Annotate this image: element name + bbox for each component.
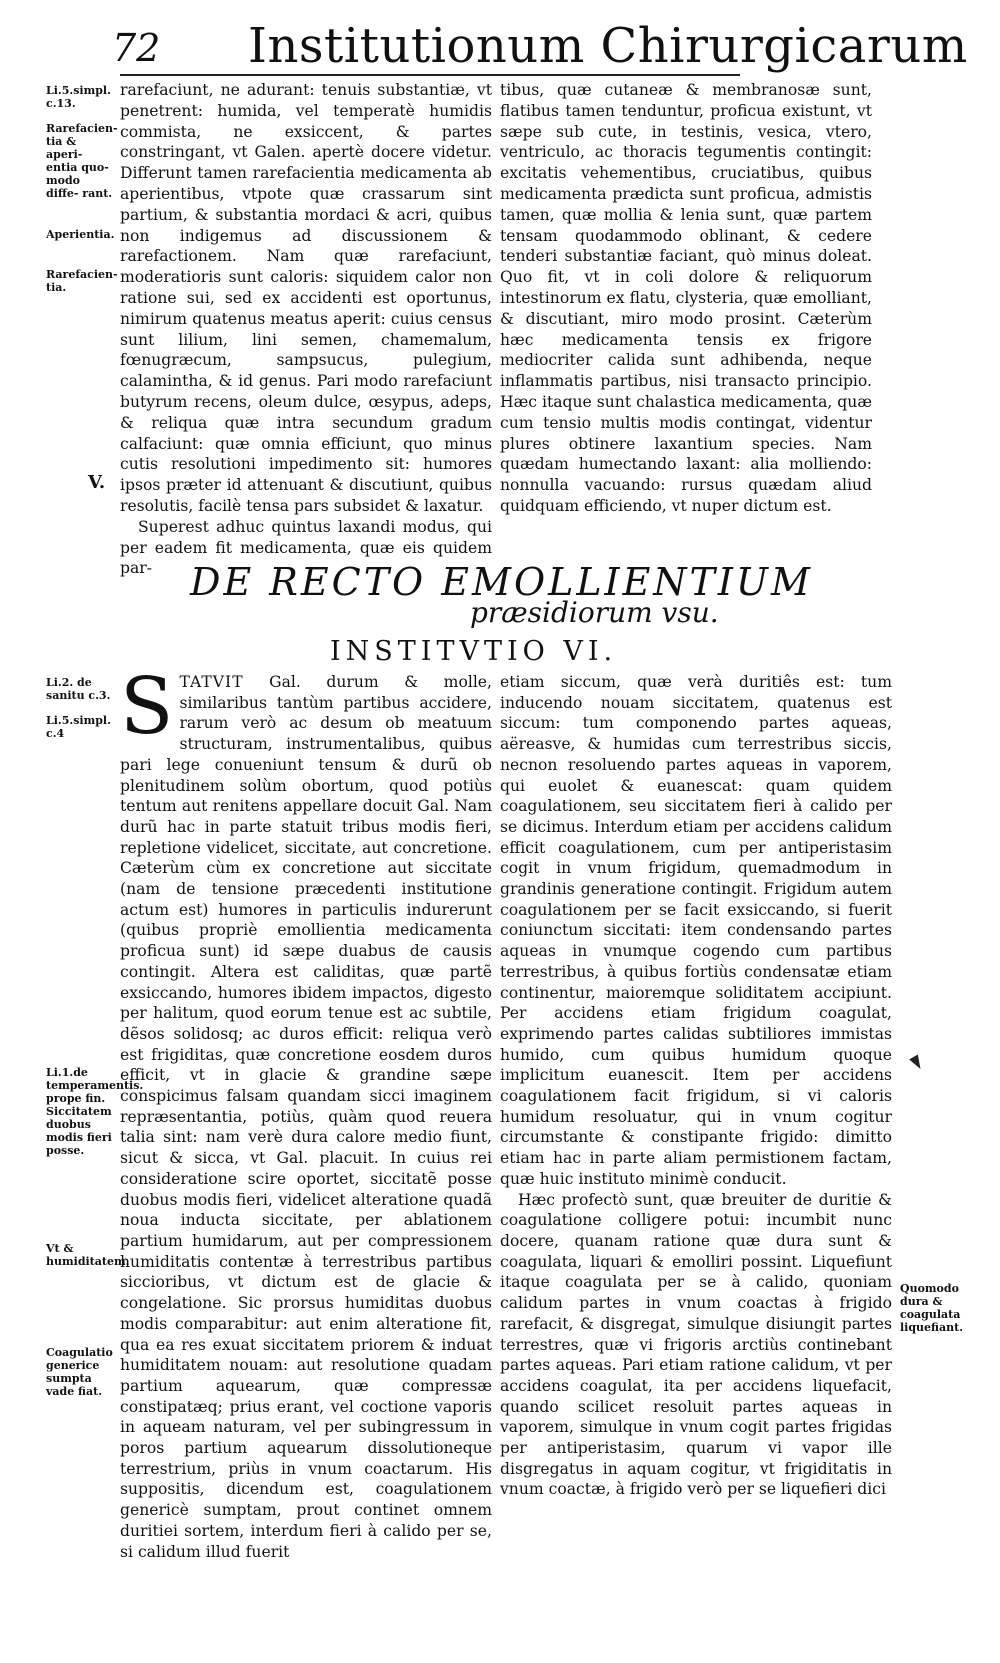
lower-left-paragraph: Gal. durum & molle, similaribus tantùm partibus accidere, rarum verò ac desum ob meatuum structuram, instrumentalibus, quibus pari lege conueniunt tensum & durũ ob plenitudinem solùm obortum, quod potiùs tentum aut renitens appellare docuit Gal. Nam durũ hac in parte statuit tribus modis fieri, repletione videlicet, siccitate, aut concretione. Cæterùm cùm ex concretione aut siccitate (nam de tensione præcedenti institutione actum est) humores in particulis indurerunt (quibus propriè emollientia medicamenta proficua sunt) id sæpe duabus de causis contingit. Altera est caliditas, quæ partẽ exsiccando, humores ibidem impactos, digesto per halitum, quod eorum tenue est ac subtile, dẽsos solidosq; ac duros efficit: reliqua verò est frigiditas, quæ concretione eosdem duros efficit, vt in glacie & grandine sæpe conspicimus falsam quandam sicci imaginem repræsentantia, potiùs, quàm quod reuera talia sint: nam verè dura calore medio fiunt, sicut & sicca, vt Gal. placuit. In cuius rei consideratione scire oportet, siccitatẽ posse duobus modis fieri, videlicet alteratione quadã noua inducta siccitate, per ablationem partium humidarum, aut per compressionem humiditatis contentæ à terrestribus partibus siccioribus, vt dictum est de glacie & congelatione. Sic prorsus humiditas duobus modis comparabitur: aut enim alteratione fit, qua ea res exuat siccitatem priorem & induat humiditatem nouam: aut resolutione quadam partium aquearum, quæ compressæ constipatæq; prius erant, vel coctione vaporis in aqueam naturam, vel per subingressum in poros partium aquearum dissolutioneque terrestrium, priùs in vnum coactarum. His suppositis, dicendum est, coagulationem genericè sumptam, prout continet omnem duritiei sortem, interdum fieri à calido per se, si calidum illud fuerit	[120, 673, 492, 1561]
drop-capital: S	[120, 662, 174, 752]
margin-note-lower-2: Li.5.simpl. c.4	[46, 714, 111, 740]
margin-note-lower-5: Coagulatio generice sumpta vade fiat.	[46, 1346, 113, 1398]
opening-smallcaps: TATVIT	[179, 673, 244, 691]
header-rule	[120, 74, 740, 76]
margin-note-lower-4: Vt & humiditatem.	[46, 1242, 130, 1268]
upper-left-column	[120, 80, 492, 579]
page-specks	[909, 1054, 925, 1071]
margin-note-lower-6: Quomodo dura & coagulata liquefiant.	[900, 1282, 964, 1334]
lower-right-paragraph-1: etiam siccum, quæ verà duritiês est: tum inducendo nouam siccitatem, quatenus est siccum: tum componendo partes aqueas, aëreasve, & humidas cum terrestribus siccis, necnon resoluendo partes aqueas in vaporem, qui euolet & euanescat: quam quidem coagulationem, seu siccitatem fieri à calido per se dicimus. Interdum etiam per accidens calidum efficit coagulationem, cum per antiperistasim cogit in vnum frigidum, quemadmodum in grandinis generatione contingit. Frigidum autem coagulationem per se facit exsiccando, si fuerit coniunctum siccitati: item condensando partes aqueas in vnumque cogendo cum partibus terrestribus, à quibus fortiùs condensatæ etiam continentur, maioremque soliditatem accipiunt. Per accidens etiam frigidum coagulat, exprimendo partes calidas subtiliores immistas humido, cum quibus humidum quoque implicitum euanescit. Item per accidens coagulationem facit frigidum, si vi caloris humidum resoluatur, qui in vnum cogitur circumstante & constipante frigido: dimitto etiam hac in parte aliam permistionem factam, quæ huic instituto minimè conducit.	[500, 673, 892, 1188]
margin-note-upper-2: Rarefacien- tia & aperi- entia quo- modo diffe- rant.	[46, 122, 118, 200]
margin-note-upper-1: Li.5.simpl. c.13.	[46, 84, 111, 110]
lower-right-column	[500, 672, 892, 1500]
institutio-heading: INSTITVTIO VI.	[330, 636, 618, 667]
margin-note-lower-3: Li.1.de temperamentis. prope fin. Siccitatem duobus modis fieri posse.	[46, 1066, 144, 1157]
lower-right-paragraph-2: Hæc profectò sunt, quæ breuiter de duritie & coagulatione colligere potui: incumbit nunc docere, quanam ratione quæ dura sunt & coagulata, liquari & emolliri possint. Liquefiunt itaque coagulata per se à calido, quoniam calidum partes in vnum coactas à frigido rarefacit, & disgregat, simulque disiungit partes terrestres, quæ vi frigoris arctiùs continebant partes aqueas. Pari etiam ratione calidum, vt per accidens coagulat, ita per accidens liquefacit, quando scilicet resoluit partes aqueas in vaporem, simulque in vnum cogit partes frigidas per antiperistasim, quarum vi vapor ille disgregatus in aquam cogitur, vt frigiditatis in vnum coactæ, à frigido verò per se liquefieri dici	[500, 1190, 892, 1499]
upper-right-paragraph: tibus, quæ cutaneæ & membranosæ sunt, flatibus tamen tenduntur, proficua existunt, vt sæpe sub cute, in testinis, vesica, vtero, ventriculo, ac thoracis tegumentis contingit: excitatis vehementibus, cruciatibus, quibus medicamenta prædicta sunt proficua, admistis tamen, quæ mollia & lenia sunt, quæ partem tensam quodammodo oblinant, & cedere tenderi substantiæ faciant, quò minus doleat. Quo fit, vt in coli dolore & reliquorum intestinorum ex flatu, clysteria, quæ emolliant, & discutiant, miro modo prosint. Cæterùm hæc medicamenta tensis ex frigore mediocriter calida sunt adhibenda, neque inflammatis partibus, nisi transacto principio. Hæc itaque sunt chalastica medicamenta, quæ cum tensio multis modis contingat, videntur plures obtinere laxantium species. Nam quædam humectando laxant: alia molliendo: nonnulla vacuando: rursus quædam aliud quidquam efficiendo, vt nuper dictum est.	[500, 81, 872, 515]
section-title: DE RECTO EMOLLIENTIUM	[190, 560, 813, 604]
running-title: Institutionum Chirurgicarum	[248, 18, 968, 74]
margin-note-lower-1: Li.2. de sanitu c.3.	[46, 676, 111, 702]
margin-note-upper-4: Rarefacien- tia.	[46, 268, 118, 294]
section-subtitle: præsidiorum vsu.	[470, 596, 719, 629]
page-number: 72	[112, 26, 161, 70]
margin-note-upper-3: Aperientia.	[46, 228, 115, 241]
upper-left-paragraph: rarefaciunt, ne adurant: tenuis substantiæ, vt penetrent: humida, vel temperatè humidis commista, ne exsiccent, & partes constringant, vt Galen. apertè docere videtur. Differunt tamen rarefacientia medicamenta ab aperientibus, vtpote quæ crassarum sint partium, & substantia mordaci & acri, quibus non indigemus ad discussionem & rarefactionem. Nam quæ rarefaciunt, moderatioris sunt caloris: siquidem calor non ratione sui, sed ex accidenti est oportunus, nimirum quatenus meatus aperit: cuius census sunt lilium, lini semen, chamemalum, fœnugræcum, sampsucus, pulegium, calamintha, & id genus. Pari modo rarefaciunt butyrum recens, oleum dulce, œsypus, adeps, & reliqua quæ intra secundum gradum calfaciunt: quæ omnia efficiunt, quo minus cutis resolutioni impedimento sit: humores ipsos præter id attenuant & discutiunt, quibus resolutis, facilè tensa pars subsidet & laxatur.	[120, 81, 492, 515]
upper-right-column	[500, 80, 872, 517]
margin-note-upper-5: V.	[88, 472, 106, 493]
upper-left-last-paragraph: Superest adhuc quintus laxandi modus, qui per eadem fit medicamenta, quæ eis quidem par-	[120, 517, 492, 578]
lower-left-column	[120, 662, 492, 1562]
